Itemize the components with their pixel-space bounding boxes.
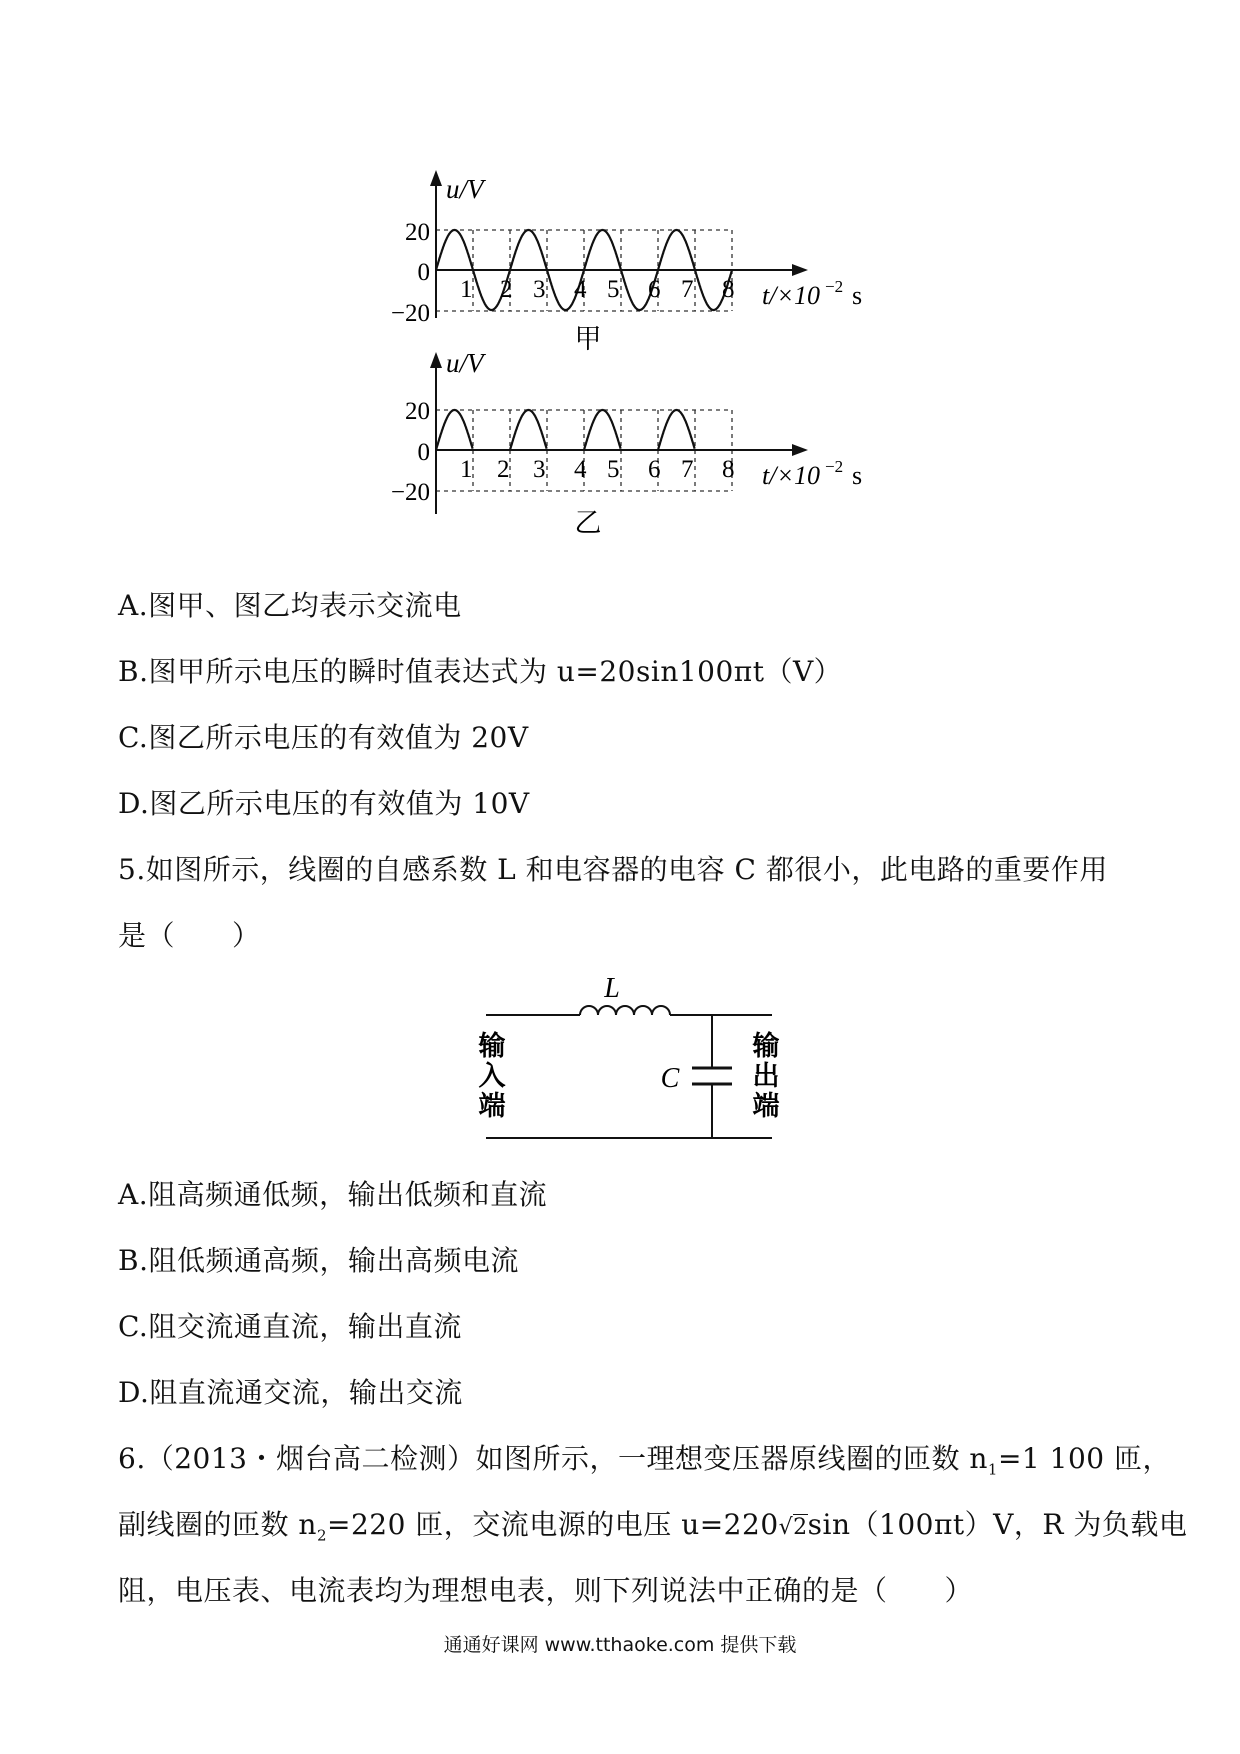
graph-b-y-tick-20: 20 [405, 398, 430, 425]
graph-b-x-exp: −2 [825, 457, 844, 476]
voltage-graphs-figure [0, 0, 1240, 560]
x-tick-label: 6 [648, 276, 661, 303]
graph-a-x-label: t/×10 [762, 281, 820, 310]
x-tick-label: 8 [722, 276, 735, 303]
graph-a-caption: 甲 [574, 324, 602, 354]
q6-line1 [118, 1439, 1171, 1490]
q5-option-a: A.阻高频通低频，输出低频和直流 [118, 1178, 548, 1211]
q5-option-d: D.阻直流通交流，输出交流 [118, 1376, 463, 1409]
q5-option-b: B.阻低频通高频，输出高频电流 [118, 1244, 519, 1277]
graph-a-y-arrow [430, 170, 442, 186]
q6-line1-text-b: =1 100 匝， [997, 1442, 1171, 1475]
input-label-char-2: 入 [478, 1061, 506, 1091]
x-tick-label: 1 [460, 276, 473, 303]
q4-option-b: B.图甲所示电压的瞬时值表达式为 u=20sin100πt（V） [118, 655, 843, 688]
q4-option-a: A.图甲、图乙均表示交流电 [118, 589, 462, 622]
output-label-char-3: 端 [752, 1091, 780, 1121]
q5-stem-line1: 5.如图所示，线圈的自感系数 L 和电容器的电容 C 都很小，此电路的重要作用 [118, 853, 1108, 886]
graph-a-x-exp: −2 [825, 277, 844, 296]
graph-b-caption: 乙 [574, 508, 602, 538]
graph-b-y-tick-neg20: −20 [390, 479, 430, 506]
page-footer: 通通好课网 www.tthaoke.com 提供下载 [443, 1634, 797, 1656]
graph-a-y-tick-0: 0 [417, 259, 430, 286]
x-tick-label: 3 [533, 276, 546, 303]
q6-line2-text-c: sin（100πt）V，R 为负载电 [807, 1508, 1188, 1541]
graph-a-y-tick-neg20: −20 [390, 300, 430, 327]
x-tick-label: 2 [497, 456, 510, 483]
graph-b-x-unit: s [852, 461, 863, 490]
q6-n1-subscript: 1 [987, 1460, 998, 1479]
graph-a [391, 170, 862, 354]
q4-option-d: D.图乙所示电压的有效值为 10V [118, 787, 530, 820]
x-tick-label: 5 [607, 456, 620, 483]
q6-line2 [118, 1505, 1187, 1556]
inductor-coil [580, 1006, 670, 1015]
q5-stem-line2: 是（ ） [118, 919, 261, 952]
x-tick-label: 1 [460, 456, 473, 483]
graph-b-x-label: t/×10 [762, 461, 820, 490]
graph-a-x-ticks [460, 276, 735, 303]
input-label-char-3: 端 [478, 1091, 506, 1121]
graph-a-y-tick-20: 20 [405, 219, 430, 246]
input-label-char-1: 输 [478, 1031, 506, 1061]
x-tick-label: 5 [607, 276, 620, 303]
graph-b-y-label: u/V [446, 348, 484, 378]
output-label-char-1: 输 [752, 1031, 780, 1061]
x-tick-label: 4 [574, 276, 587, 303]
x-tick-label: 2 [500, 276, 513, 303]
graph-b-x-arrow [792, 444, 808, 456]
output-label-char-2: 出 [752, 1061, 780, 1091]
q6-n2-subscript: 2 [316, 1526, 327, 1545]
q5-option-c: C.阻交流通直流，输出直流 [118, 1310, 462, 1343]
inductor-label: L [604, 973, 620, 1004]
x-tick-label: 8 [722, 456, 735, 483]
graph-a-x-arrow [792, 264, 808, 276]
q6-sqrt-value: 2 [793, 1515, 808, 1540]
graph-b-y-arrow [430, 352, 442, 368]
graph-b-x-ticks [460, 456, 735, 483]
graph-b [391, 348, 862, 538]
sqrt-icon: √ [778, 1515, 794, 1540]
q6-line1-text-a: 6.（2013・烟台高二检测）如图所示，一理想变压器原线圈的匝数 n [118, 1442, 988, 1475]
x-tick-label: 4 [574, 456, 587, 483]
lc-circuit-diagram [0, 960, 1240, 1150]
x-tick-label: 3 [533, 456, 546, 483]
x-tick-label: 6 [648, 456, 661, 483]
graph-b-y-tick-0: 0 [417, 439, 430, 466]
q6-line2-text-a: 副线圈的匝数 n [118, 1508, 317, 1541]
capacitor-label: C [660, 1063, 680, 1094]
q4-option-c: C.图乙所示电压的有效值为 20V [118, 721, 529, 754]
q6-line2-text-b: =220 匝，交流电源的电压 u=220 [326, 1508, 779, 1541]
graph-a-y-label: u/V [446, 174, 484, 204]
q6-line3: 阻，电压表、电流表均为理想电表，则下列说法中正确的是（ ） [118, 1574, 974, 1607]
graph-a-x-unit: s [852, 281, 863, 310]
x-tick-label: 7 [681, 456, 694, 483]
graph-b-half-wave-curve [436, 410, 695, 450]
x-tick-label: 7 [681, 276, 694, 303]
